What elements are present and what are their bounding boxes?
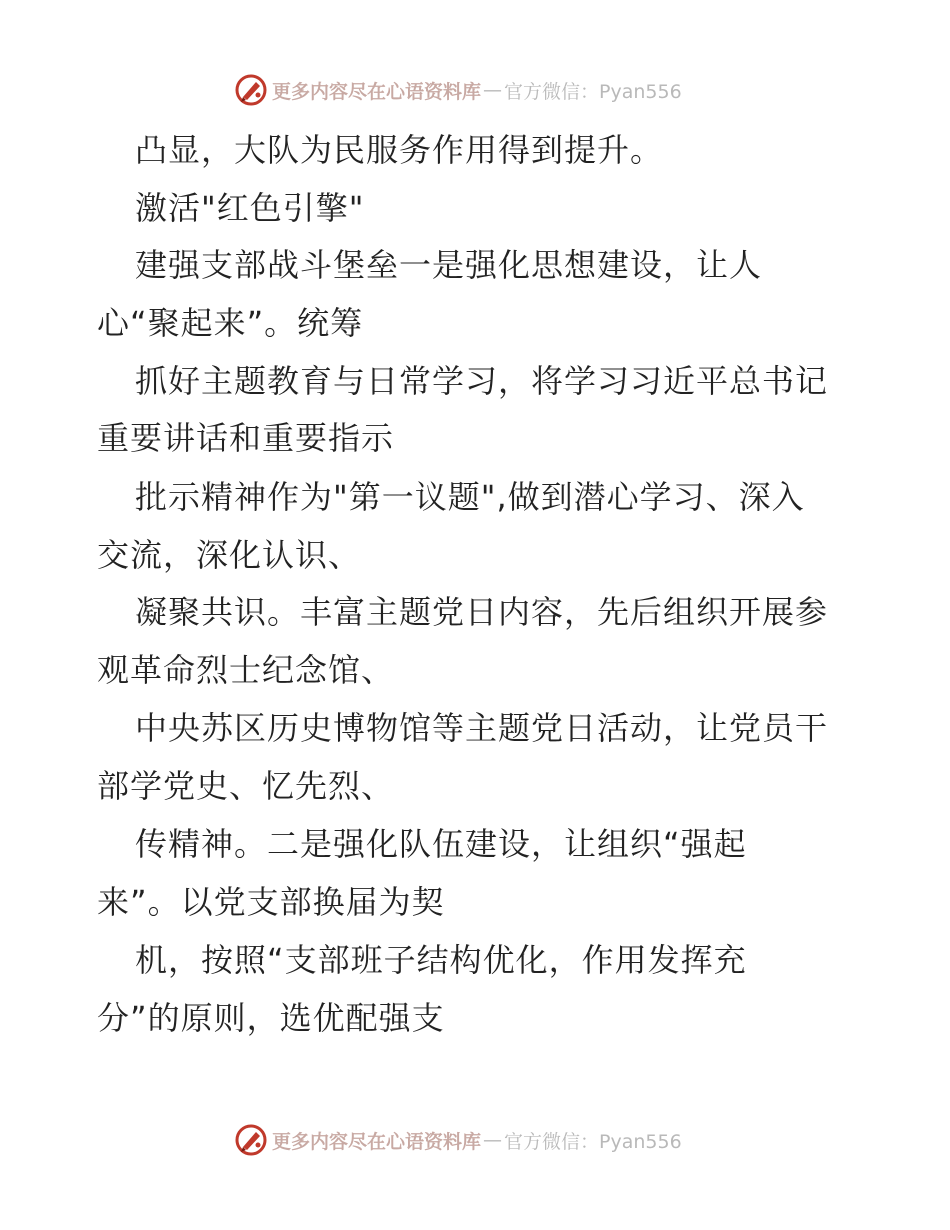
watermark-subtitle: 官方微信：Pyan556 <box>504 80 682 103</box>
watermark-separator: — <box>483 1129 503 1151</box>
paragraph-line: 分”的原则，选优配强支 <box>97 999 445 1037</box>
paragraph-line: 来”。以党支部换届为契 <box>97 883 445 921</box>
paragraph-line: 中央苏区历史博物馆等主题党日活动，让党员干 <box>135 709 829 747</box>
watermark-text: 更多内容尽在心语资料库 <box>272 1130 482 1153</box>
paragraph-line: 传精神。二是强化队伍建设，让组织“强起 <box>135 825 747 863</box>
watermark-text: 更多内容尽在心语资料库 <box>272 80 482 103</box>
watermark-subtitle: 官方微信：Pyan556 <box>504 1130 682 1153</box>
paragraph-line: 心“聚起来”。统筹 <box>97 304 364 342</box>
pen-logo-icon <box>234 1123 268 1157</box>
pen-logo-icon <box>234 73 268 107</box>
section-heading: 激活"红色引擎" <box>135 189 365 227</box>
paragraph-line: 凸显，大队为民服务作用得到提升。 <box>135 131 664 169</box>
paragraph-line: 建强支部战斗堡垒一是强化思想建设，让人 <box>135 246 763 284</box>
watermark-separator: — <box>483 79 503 101</box>
paragraph-line: 重要讲话和重要指示 <box>97 419 395 457</box>
paragraph-line: 观革命烈士纪念馆、 <box>97 651 395 689</box>
paragraph-line: 抓好主题教育与日常学习，将学习习近平总书记 <box>135 362 829 400</box>
header-watermark <box>234 72 754 108</box>
paragraph-line: 批示精神作为"第一议题",做到潜心学习、深入 <box>135 478 805 516</box>
footer-watermark <box>234 1122 754 1158</box>
paragraph-line: 交流，深化认识、 <box>97 536 362 574</box>
paragraph-line: 机，按照“支部班子结构优化，作用发挥充 <box>135 941 747 979</box>
paragraph-line: 部学党史、忆先烈、 <box>97 767 395 805</box>
paragraph-line: 凝聚共识。丰富主题党日内容，先后组织开展参 <box>135 593 829 631</box>
